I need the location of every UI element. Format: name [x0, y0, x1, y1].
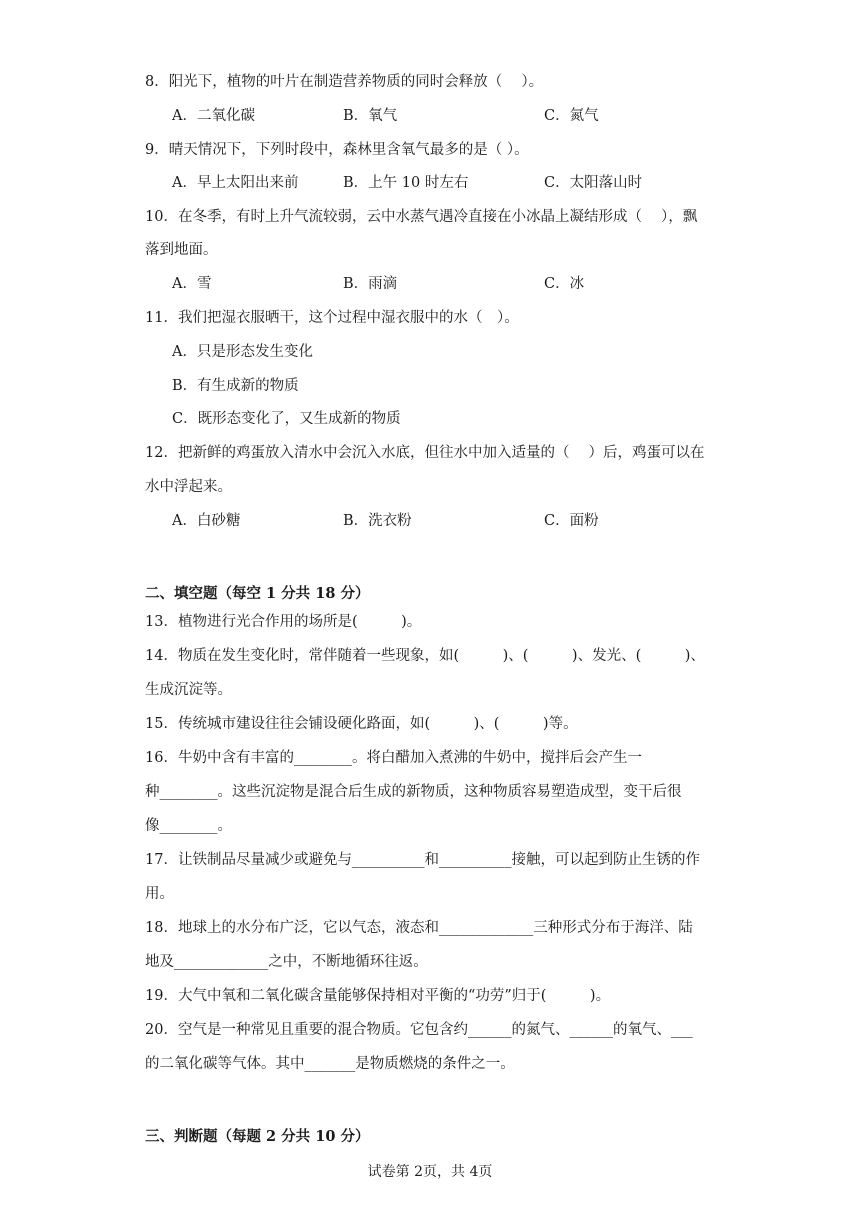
question-17-line2: 用。 [145, 886, 174, 902]
question-14-line2: 生成沉淀等。 [145, 682, 232, 698]
question-15: 15．传统城市建设往往会铺设硬化路面，如( )、( )等。 [145, 716, 578, 732]
question-11-option-c: C．既形态变化了，又生成新的物质 [172, 411, 401, 427]
question-16-line3: 像________。 [145, 818, 232, 834]
question-8-option-c: C．氮气 [544, 108, 599, 124]
question-17-line1: 17．让铁制品尽量减少或避免与__________和__________接触，可以起到防止生锈的作 [145, 852, 700, 868]
question-11-stem: 11．我们把湿衣服晒干，这个过程中湿衣服中的水（ ）。 [145, 310, 519, 326]
question-13: 13．植物进行光合作用的场所是( )。 [145, 614, 422, 630]
question-10-stem-line2: 落到地面。 [145, 242, 218, 258]
question-8-option-b: B．氧气 [343, 108, 398, 124]
question-9-option-c: C．太阳落山时 [544, 175, 643, 191]
question-9-stem: 9．晴天情况下，下列时段中，森林里含氧气最多的是（ ）。 [145, 142, 529, 158]
question-11-option-b: B．有生成新的物质 [172, 378, 299, 394]
question-10-option-a: A．雪 [172, 276, 212, 292]
question-12-stem-line2: 水中浮起来。 [145, 479, 232, 495]
question-16-line1: 16．牛奶中含有丰富的________。将白醋加入煮沸的牛奶中，搅拌后会产生一 [145, 750, 642, 766]
question-18-line1: 18．地球上的水分布广泛，它以气态，液态和_____________三种形式分布于海洋、陆 [145, 920, 693, 936]
question-8-option-a: A．二氧化碳 [172, 108, 255, 124]
question-16-line2: 种________。这些沉淀物是混合后生成的新物质，这种物质容易塑造成型，变干后很 [145, 784, 682, 800]
question-20-line1: 20．空气是一种常见且重要的混合物质。它包含约______的氮气、______的氧气、___ [145, 1022, 693, 1038]
question-14-line1: 14．物质在发生变化时，常伴随着一些现象，如( )、( )、发光、( )、 [145, 648, 705, 664]
question-10-option-c: C．冰 [544, 276, 585, 292]
section-2-title: 二、填空题（每空 1 分共 18 分） [145, 585, 370, 602]
question-19: 19．大气中氧和二氧化碳含量能够保持相对平衡的“功劳”归于( )。 [145, 988, 611, 1004]
question-10-option-b: B．雨滴 [343, 276, 398, 292]
page-footer: 试卷第 2页，共 4页 [367, 1164, 493, 1180]
question-20-line2: 的二氧化碳等气体。其中_______是物质燃烧的条件之一。 [145, 1056, 515, 1072]
question-12-option-b: B．洗衣粉 [343, 513, 412, 529]
question-9-option-b: B．上午 10 时左右 [343, 175, 469, 191]
question-12-stem-line1: 12．把新鲜的鸡蛋放入清水中会沉入水底，但往水中加入适量的（ ）后，鸡蛋可以在 [145, 445, 705, 461]
question-8-stem: 8．阳光下，植物的叶片在制造营养物质的同时会释放（ ）。 [145, 74, 544, 90]
question-11-option-a: A．只是形态发生变化 [172, 344, 313, 360]
question-9-option-a: A．早上太阳出来前 [172, 175, 299, 191]
section-3-title: 三、判断题（每题 2 分共 10 分） [145, 1128, 370, 1145]
question-18-line2: 地及_____________之中，不断地循环往返。 [145, 954, 428, 970]
question-10-stem-line1: 10．在冬季，有时上升气流较弱，云中水蒸气遇冷直接在小冰晶上凝结形成（ ），飘 [145, 209, 698, 225]
question-12-option-c: C．面粉 [544, 513, 599, 529]
question-12-option-a: A．白砂糖 [172, 513, 241, 529]
